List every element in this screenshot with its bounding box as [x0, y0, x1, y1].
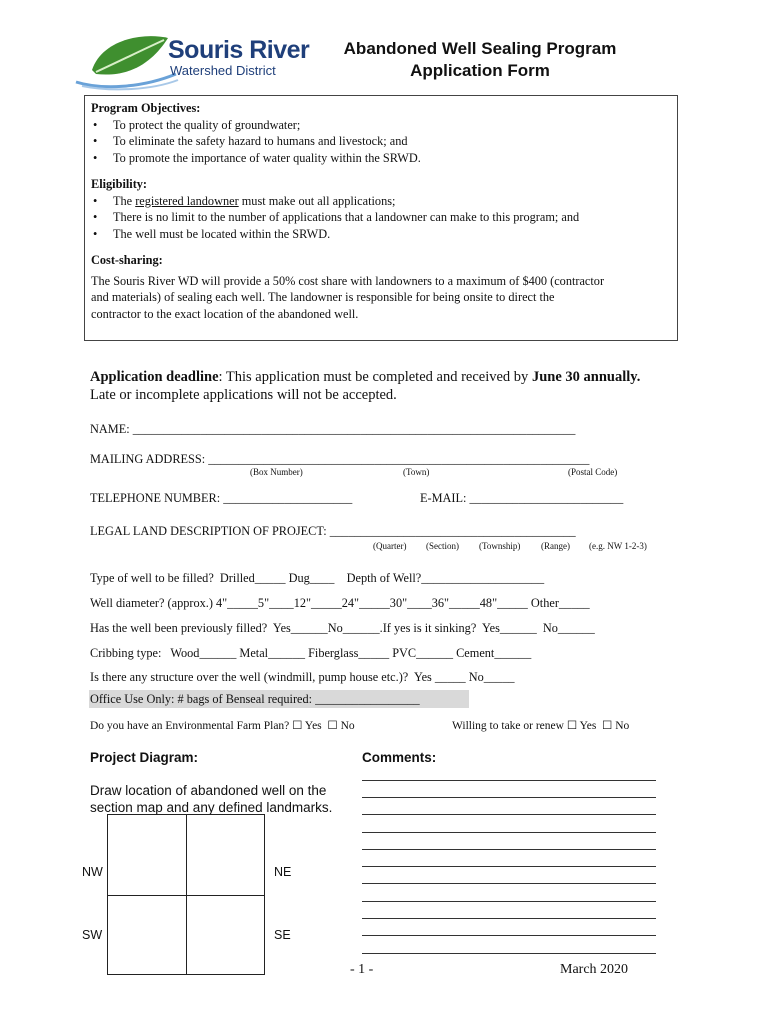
box-number-label: (Box Number) [250, 467, 303, 477]
objective-item: • To eliminate the safety hazard to humans and livestock; and [91, 133, 671, 150]
town-label: (Town) [403, 467, 430, 477]
quarter-label: (Quarter) [373, 541, 407, 551]
eligibility-item: • The well must be located within the SRWD. [91, 226, 671, 243]
range-label: (Range) [541, 541, 570, 551]
deadline-date: June 30 annually. [531, 369, 641, 385]
revision-date: March 2020 [560, 962, 629, 977]
deadline-body: : This application must be completed and received by [218, 369, 532, 385]
program-info-box [84, 95, 678, 341]
postal-code-label: (Postal Code) [568, 467, 618, 477]
name-field[interactable]: NAME: ________________________________________________________________________ [90, 422, 576, 436]
section-label: (Section) [426, 541, 459, 551]
comment-line[interactable] [362, 780, 656, 781]
comment-line[interactable] [362, 918, 656, 919]
ne-label: NE [274, 865, 292, 879]
eligibility-text: The [113, 193, 136, 208]
comment-line[interactable] [362, 814, 656, 815]
eligibility-item [91, 193, 671, 210]
deadline-label: Application deadline [90, 369, 219, 385]
previously-filled-field[interactable]: Has the well been previously filled? Yes______No______.If yes is it sinking? Yes______ No______ [90, 621, 595, 635]
comment-line[interactable] [362, 883, 656, 884]
registered-landowner-text: registered landowner [135, 193, 239, 208]
email-field[interactable]: E-MAIL: _________________________ [420, 491, 624, 505]
title-line-2: Application Form [410, 61, 550, 80]
township-label: (Township) [479, 541, 521, 551]
telephone-field[interactable]: TELEPHONE NUMBER: _____________________ [90, 491, 353, 505]
page-number: - 1 - [350, 962, 374, 977]
page-title [300, 38, 660, 82]
title-line-1: Abandoned Well Sealing Program [343, 39, 617, 58]
well-diameter-field[interactable]: Well diameter? (approx.) 4"_____5"____12"_____24"_____30"____36"_____48"_____ Other_____ [90, 596, 590, 610]
cribbing-type-field[interactable]: Cribbing type: Wood______ Metal______ Fiberglass_____ PVC______ Cement______ [90, 646, 532, 660]
eligibility-item: • There is no limit to the number of applications that a landowner can make to this program; and [91, 209, 671, 226]
leaf-logo-icon [72, 30, 182, 92]
comment-line[interactable] [362, 935, 656, 936]
comments-heading: Comments: [362, 750, 437, 765]
mailing-address-field[interactable]: MAILING ADDRESS: ______________________________________________________________ [90, 452, 590, 466]
eligibility-heading: Eligibility: [91, 177, 148, 191]
logo-name: Souris River [168, 36, 310, 64]
example-label: (e.g. NW 1-2-3) [589, 541, 647, 551]
eligibility-list [91, 193, 671, 243]
se-label: SE [274, 928, 291, 942]
comment-line[interactable] [362, 866, 656, 867]
comment-line[interactable] [362, 901, 656, 902]
objective-item: • To promote the importance of water quality within the SRWD. [91, 150, 671, 167]
section-map-grid[interactable] [107, 814, 265, 975]
well-type-field[interactable]: Type of well to be filled? Drilled_____ Dug____ Depth of Well?____________________ [90, 571, 545, 585]
comment-line[interactable] [362, 849, 656, 850]
cost-line: and materials) of sealing each well. The landowner is responsible for being onsite to direct the [91, 290, 555, 304]
logo-subtitle: Watershed District [170, 63, 276, 78]
cost-sharing-heading: Cost-sharing: [91, 253, 163, 267]
structure-field[interactable]: Is there any structure over the well (windmill, pump house etc.)? Yes _____ No_____ [90, 670, 515, 684]
objective-item: • To protect the quality of groundwater; [91, 117, 671, 134]
willing-question[interactable]: Willing to take or renew ☐ Yes ☐ No [452, 720, 630, 732]
eligibility-text: must make out all applications; [238, 193, 396, 208]
objectives-heading: Program Objectives: [91, 101, 201, 115]
cost-line: The Souris River WD will provide a 50% cost share with landowners to a maximum of $400 (contractor [91, 273, 605, 288]
cost-line: contractor to the exact location of the abandoned well. [91, 306, 359, 321]
legal-land-field[interactable]: LEGAL LAND DESCRIPTION OF PROJECT: ________________________________________ [90, 524, 576, 538]
comment-line[interactable] [362, 953, 656, 954]
comment-line[interactable] [362, 797, 656, 798]
deadline-line-2: Late or incomplete applications will not be accepted. [90, 387, 397, 403]
comment-line[interactable] [362, 832, 656, 833]
objectives-list [91, 117, 671, 167]
diagram-instruction-line: Draw location of abandoned well on the [90, 783, 327, 798]
deadline-text [90, 368, 640, 404]
project-diagram-heading: Project Diagram: [90, 750, 199, 765]
sw-label: SW [82, 928, 103, 942]
office-use-field: Office Use Only: # bags of Benseal required: _________________ [90, 692, 420, 706]
farm-plan-question[interactable]: Do you have an Environmental Farm Plan? ☐ Yes ☐ No [90, 720, 355, 732]
diagram-instructions [90, 782, 332, 816]
diagram-instruction-line: section map and any defined landmarks. [90, 800, 333, 815]
nw-label: NW [82, 865, 103, 879]
